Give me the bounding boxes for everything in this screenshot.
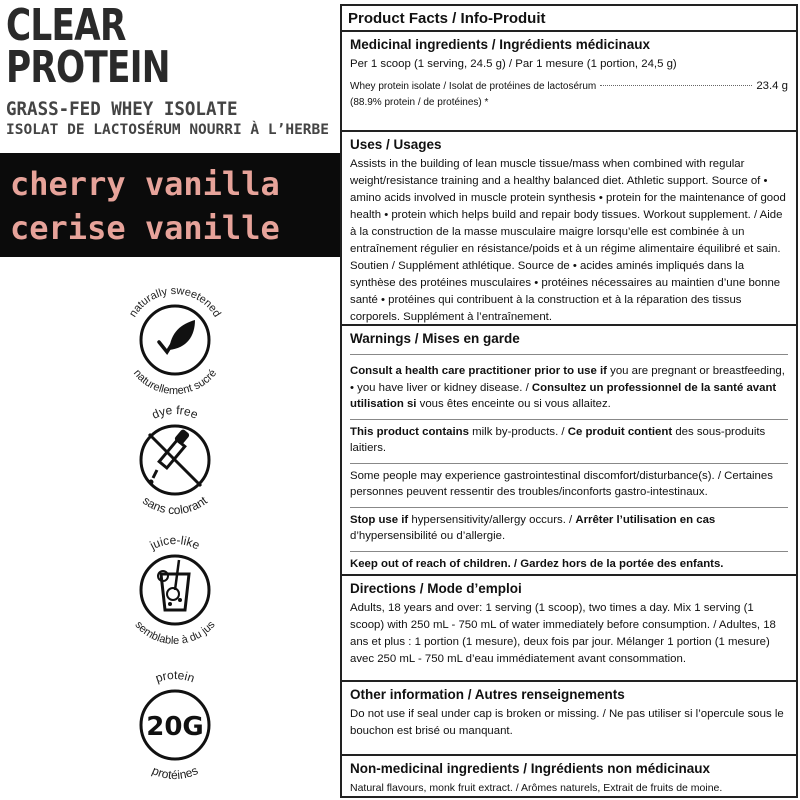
medicinal-section — [342, 32, 796, 132]
flavor-fr: cerise vanille — [10, 209, 280, 247]
serving-size: Per 1 scoop (1 serving, 24.5 g) / Par 1 mesure (1 portion, 24,5 g) — [350, 58, 677, 70]
flavor-banner — [0, 153, 340, 257]
leaf-icon — [159, 320, 195, 352]
other-info-body: Do not use if seal under cap is broken or missing. / Ne pas utiliser si l’opercule sous le bouchon est brisé ou manquant. — [350, 708, 784, 737]
medicinal-title: Medicinal ingredients / Ingrédients médicinaux — [350, 37, 651, 52]
warnings-title: Warnings / Mises en garde — [350, 330, 788, 355]
directions-body: Adults, 18 years and over: 1 serving (1 scoop), two times a day. Mix 1 serving (1 scoop) with 250 mL - 750 mL of water immediately before consumption. / Adultes, 18 ans et plus : 1 portion (1 mesure), deux fois par jour. Mélanger 1 portion (1 mesure) avec 250 mL - 750 mL d’eau immédiatement avant consommation. — [350, 602, 776, 665]
protein-20g-badge — [115, 665, 235, 785]
non-medicinal-title: Non-medicinal ingredients / Ingrédients non médicinaux — [350, 761, 711, 776]
badge-top-text: naturally sweetened — [127, 284, 223, 320]
warning-gastro: Some people may experience gastrointestinal discomfort/disturbance(s). / Certaines personnes peuvent ressentir des troubles/inconforts gastro-intestinaux. — [350, 463, 788, 507]
badge-top-text: dye free — [149, 402, 201, 422]
non-medicinal-body: Natural flavours, monk fruit extract. / Arômes naturels, Extrait de fruits de moine. — [350, 782, 723, 794]
directions-section — [342, 576, 796, 682]
product-facts-panel — [340, 4, 798, 798]
svg-text:juice-like — [147, 533, 203, 553]
ingredient-row — [350, 78, 788, 96]
svg-text:protéines — [150, 763, 200, 782]
badge-bottom-text: naturellement sucré — [130, 367, 220, 398]
warnings-section — [342, 326, 796, 576]
badge-bottom-text: sans colorant — [140, 493, 210, 518]
svg-text:naturellement sucré — [131, 367, 219, 397]
flavor-en: cherry vanilla — [10, 165, 280, 203]
warning-stop-use: Stop use if hypersensitivity/allergy occurs. / Arrêter l’utilisation en cas d’hypersensibilité ou d’allergie. — [350, 507, 788, 551]
juice-glass-icon — [158, 560, 189, 610]
non-medicinal-section — [342, 756, 796, 798]
brand-panel — [0, 0, 340, 800]
brand-title-line2: PROTEIN — [6, 42, 170, 93]
brand-title-line1: CLEAR — [6, 0, 126, 51]
uses-title: Uses / Usages — [350, 137, 442, 152]
uses-section — [342, 132, 796, 326]
juice-like-badge — [115, 530, 235, 650]
brand-subtitle-en: GRASS-FED WHEY ISOLATE — [6, 98, 238, 120]
other-info-title: Other information / Autres renseignements — [350, 687, 625, 702]
warning-consult: Consult a health care practitioner prior to use if you are pregnant or breastfeeding, • you have liver or kidney disease. / Consultez un professionnel de la santé avant utilisation si vous êtes enceinte ou si vous allaitez. — [350, 365, 785, 410]
dye-free-badge — [115, 400, 235, 520]
uses-body: Assists in the building of lean muscle tissue/mass when combined with regular weight/resistance training and a healthy balanced diet. Athletic support. Source of • amino acids involved in muscle protein synthesis • protein for the maintenance of good health • protein which helps build and repair body tissues. Workout supplement. / Aide à la construction de la masse musculaire maigre lorsqu’elle est combinée à un entraînement régulier en résistance/poids et à un régime alimentaire équilibré et sain. Soutien / Supplément athlétique. Source de • acides aminés impliqués dans la synthèse des protéines musculaires • protéines nécessaires au maintien d’une bonne santé • protéines qui contribuent à la construction et à la réparation des tissus corporels. Supplément à l’entraînement. — [350, 158, 786, 323]
ingredient-name: Whey protein isolate / Isolat de protéines de lactosérum — [350, 80, 597, 92]
facts-header: Product Facts / Info-Produit — [342, 6, 796, 32]
svg-text:sans colorant — [140, 493, 210, 517]
badge-bottom-text: semblable à du jus — [132, 618, 218, 648]
badge-top-text: juice-like — [147, 532, 203, 553]
badge-bottom-text: protéines — [149, 763, 201, 783]
protein-amount: 20G — [146, 712, 204, 742]
dropper-crossed-icon — [149, 428, 202, 486]
warning-contains: This product contains milk by-products. / Ce produit contient des sous-produits laitiers. — [350, 419, 788, 463]
badge-top-text: protein — [153, 667, 197, 686]
other-info-section — [342, 682, 796, 756]
warning-children: Keep out of reach of children. / Gardez hors de la portée des enfants. — [350, 551, 788, 579]
svg-text:naturally sweetened — [127, 285, 223, 320]
brand-subtitle-fr: ISOLAT DE LACTOSÉRUM NOURRI À L’HERBE — [6, 122, 330, 138]
ingredient-amount: 23.4 g — [756, 79, 788, 92]
naturally-sweetened-badge — [115, 280, 235, 400]
ingredient-note: (88.9% protein / de protéines) * — [350, 97, 489, 108]
directions-title: Directions / Mode d’emploi — [350, 581, 522, 596]
svg-text:protein — [154, 668, 197, 685]
svg-text:dye free — [150, 403, 201, 422]
